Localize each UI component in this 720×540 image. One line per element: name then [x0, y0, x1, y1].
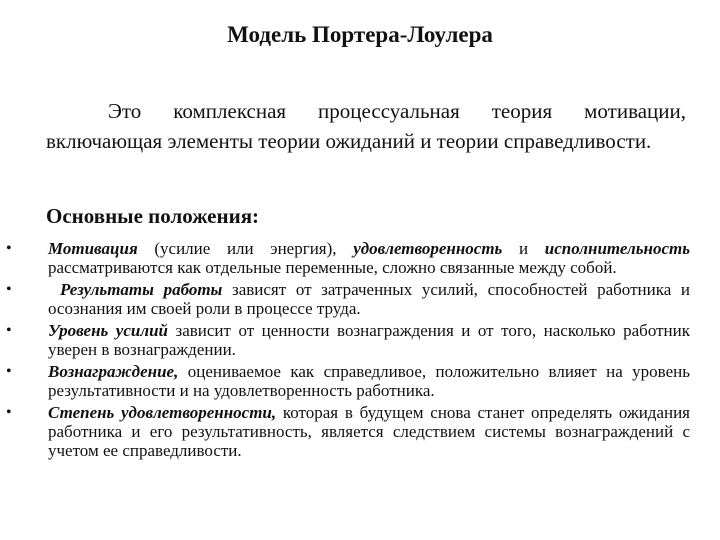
list-item — [0, 280, 690, 318]
section-heading: Основные положения: — [46, 204, 260, 228]
list-item — [0, 239, 690, 277]
intro-paragraph: Это комплексная процессуальная теория мотивации, включающая элементы теории ожиданий и теории справедливости. — [46, 99, 686, 153]
bullet-icon: • — [6, 240, 12, 257]
keyword: Степень удовлетворенности, — [48, 403, 277, 422]
item-text: зависит от ценности вознаграждения и от того, насколько работник уверен в вознаграждении. — [48, 321, 690, 359]
item-text: которая в будущем снова станет определять ожидания работника и его результативность, является следствием системы вознаграждений с учетом ее справедливости. — [48, 403, 690, 460]
list-item — [0, 362, 690, 400]
keyword: Уровень усилий — [48, 321, 168, 340]
item-text: оцениваемое как справедливое, положительно влияет на уровень результативности и на удовлетворенность работника. — [48, 362, 690, 400]
bullet-icon: • — [6, 363, 12, 380]
bullet-list — [0, 239, 690, 463]
keyword: Результаты работы — [60, 280, 223, 299]
item-text: рассматриваются как отдельные переменные, сложно связанные между собой. — [48, 258, 617, 277]
bullet-icon: • — [6, 322, 12, 339]
keyword: Вознаграждение, — [48, 362, 179, 381]
list-item — [0, 321, 690, 359]
item-text: зависят от затраченных усилий, способностей работника и осознания им своей роли в процессе труда. — [48, 280, 690, 318]
item-text: и — [502, 239, 545, 258]
item-text: (усилие или энергия), — [137, 239, 354, 258]
bullet-icon: • — [6, 404, 12, 421]
keyword: Мотивация — [48, 239, 138, 258]
keyword: удовлетворенность — [353, 239, 503, 258]
bullet-icon: • — [6, 281, 12, 298]
keyword: исполнительность — [544, 239, 690, 258]
list-item — [0, 403, 690, 460]
page-title: Модель Портера-Лоулера — [227, 22, 493, 47]
